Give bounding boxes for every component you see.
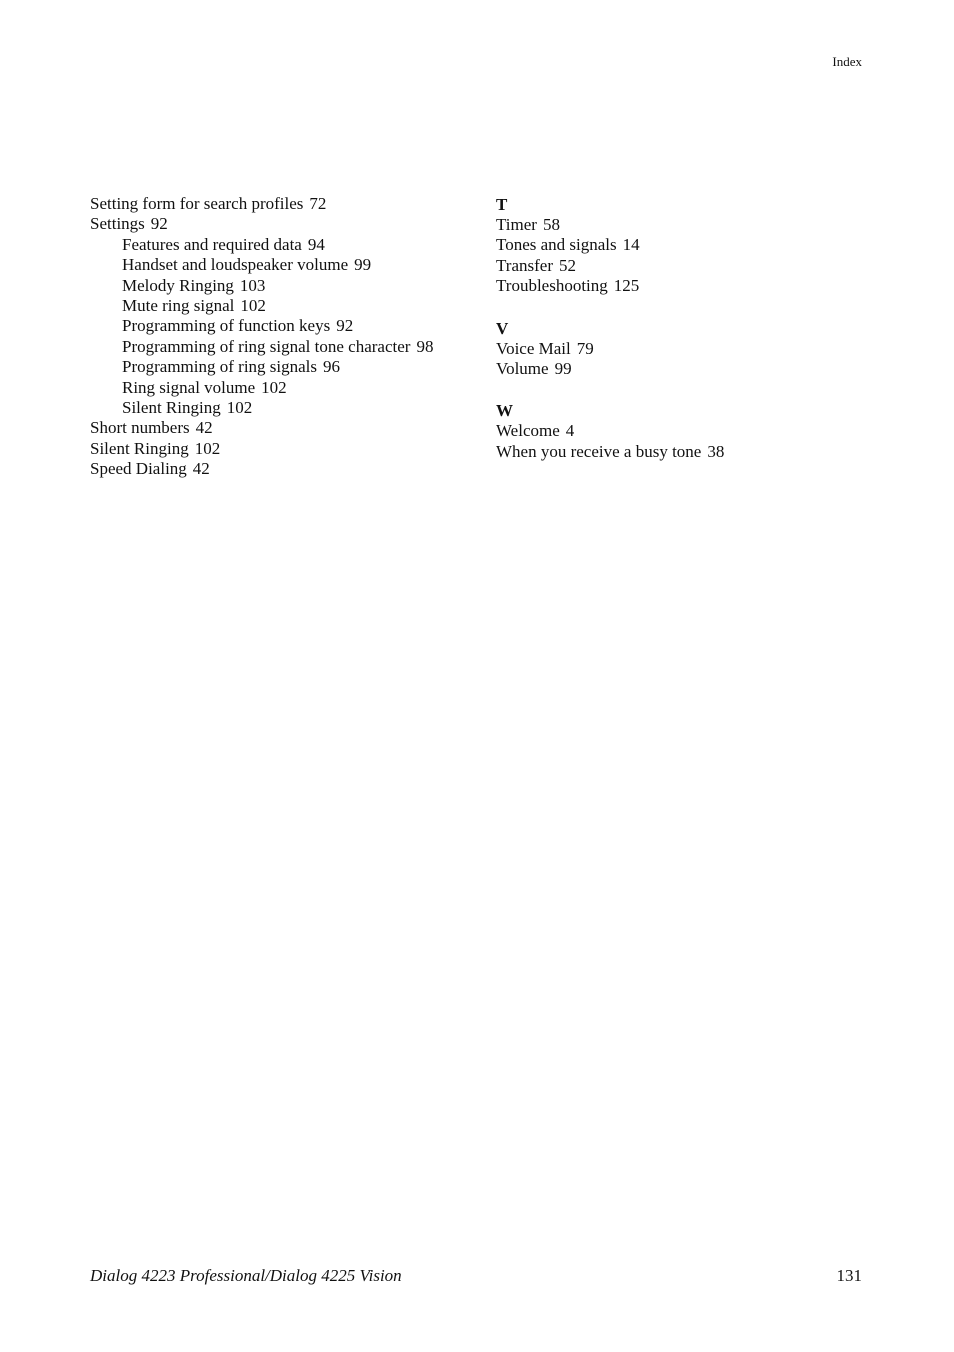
index-term: Troubleshooting [496,276,608,296]
index-term: Setting form for search profiles [90,194,304,213]
index-term: Melody Ringing [122,275,234,295]
index-page: 94 [307,234,325,254]
index-page: 42 [195,418,213,438]
index-entry [496,276,876,296]
index-term: Programming of ring signals [122,357,318,377]
index-entry [496,421,876,441]
index-term: Speed Dialing [90,459,187,479]
index-term: Voice Mail [496,338,571,358]
index-term: Silent Ringing [122,398,221,418]
index-entry [496,256,876,276]
index-entry [90,194,480,214]
index-letter-heading: W [496,401,513,421]
index-term: Mute ring signal [122,296,235,316]
index-letter-heading: T [496,195,508,214]
index-term: Programming of ring signal tone character [122,336,411,356]
index-subentry [90,255,480,275]
index-subentry [90,357,480,377]
index-entry [496,235,876,255]
index-term: Short numbers [90,418,190,438]
index-term: Transfer [496,255,553,275]
index-page: 96 [323,357,341,377]
index-subentry [90,337,480,357]
index-entry [496,442,876,462]
index-page: 4 [565,421,575,441]
index-page: 92 [336,316,354,336]
index-entry [90,439,480,459]
index-page: 99 [354,255,372,275]
index-page: 42 [192,459,210,479]
index-group-t [496,194,876,297]
index-page: 102 [226,398,253,418]
index-entry [496,339,876,359]
index-term: Welcome [496,421,560,441]
index-page: 14 [622,235,640,255]
index-group-v [496,318,876,380]
index-page: 92 [150,214,168,234]
index-subentry [90,316,480,336]
running-head: Index [832,54,862,69]
index-entry [90,459,480,479]
index-subentry [90,296,480,316]
index-page: 125 [613,276,640,296]
index-column-right [496,194,876,483]
index-term: Features and required data [122,234,302,254]
index-page: 58 [542,215,560,234]
index-term: Handset and loudspeaker volume [122,255,349,275]
index-term: Silent Ringing [90,438,189,458]
index-page: 102 [194,438,221,458]
index-term: Timer [496,215,537,234]
index-subentry [90,378,480,398]
index-entry [90,214,480,234]
index-subentry [90,398,480,418]
index-page: 79 [576,338,594,358]
index-entry [496,359,876,379]
index-term: Ring signal volume [122,377,256,397]
index-page: 103 [239,275,266,295]
index-subentry [90,276,480,296]
footer-document-title: Dialog 4223 Professional/Dialog 4225 Vision [90,1266,402,1285]
index-page: 98 [416,336,434,356]
index-entry [90,418,480,438]
footer-page-number: 131 [836,1266,862,1285]
index-column-left [90,194,480,480]
index-page: 102 [261,377,287,397]
index-term: Programming of function keys [122,316,331,336]
index-term: Tones and signals [496,235,617,255]
index-letter-heading: V [496,318,509,338]
index-term: Settings [90,214,145,234]
index-entry [496,215,876,235]
index-page: 102 [240,296,266,316]
index-page: 72 [309,194,327,213]
index-group-w [496,400,876,462]
index-term: When you receive a busy tone [496,441,702,461]
index-page: 38 [707,441,725,461]
index-page: 99 [554,359,572,379]
index-subentry [90,235,480,255]
index-page: 52 [558,255,576,275]
index-term: Volume [496,359,549,379]
